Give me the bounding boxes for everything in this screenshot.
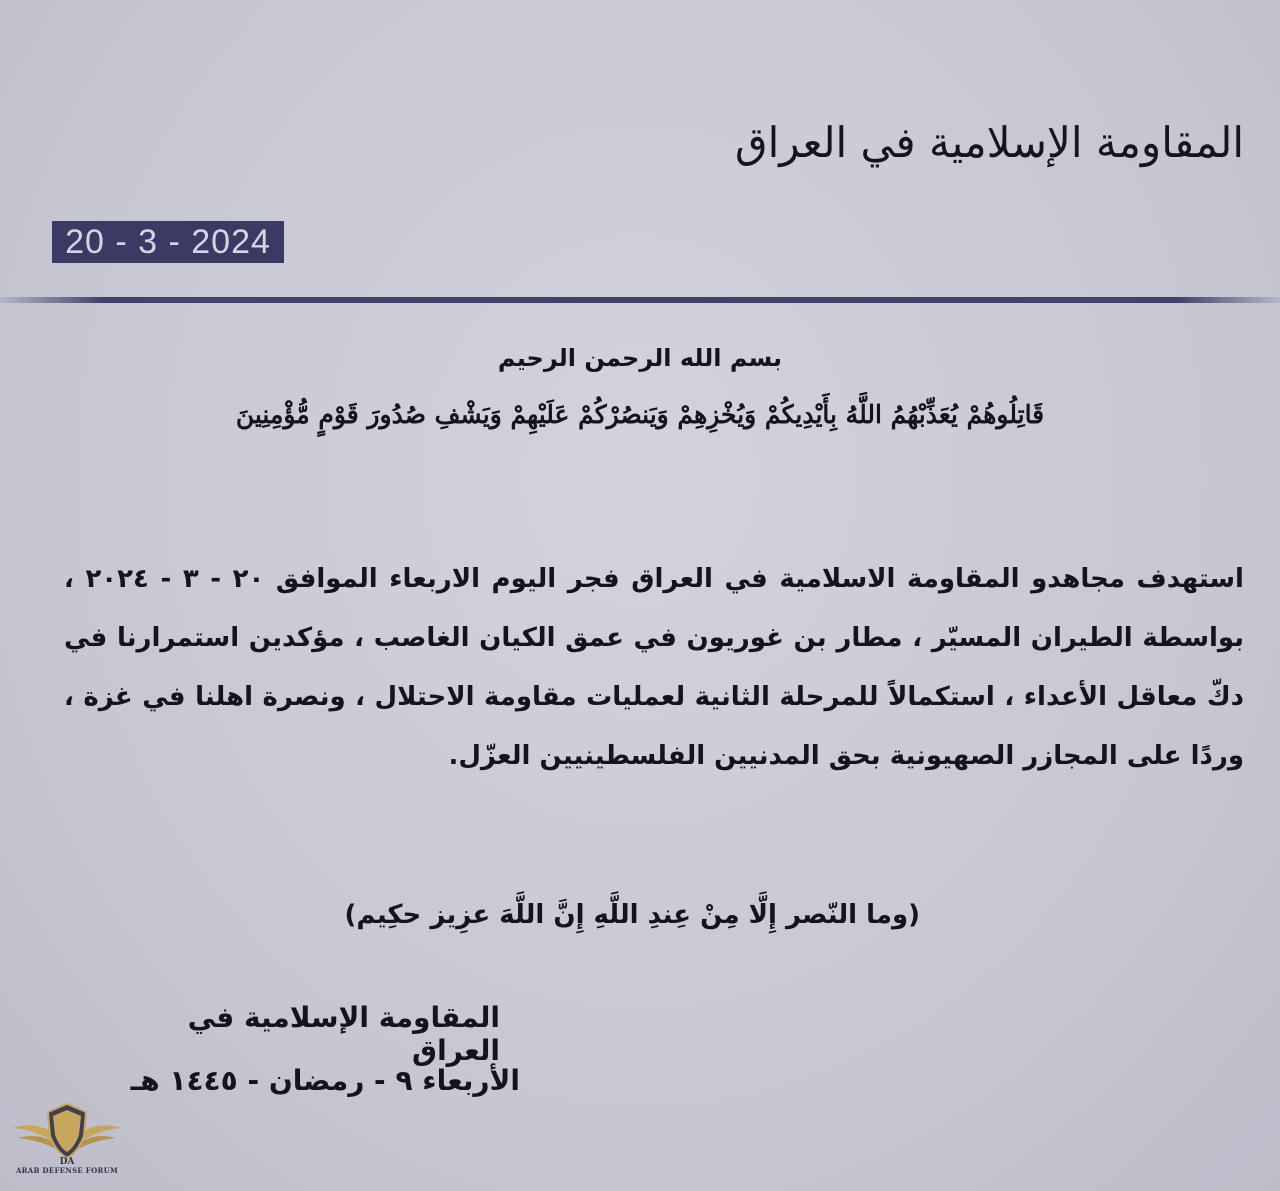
shield-wings-icon bbox=[8, 1098, 126, 1168]
watermark-text: ARAB DEFENSE FORUM bbox=[15, 1166, 119, 1175]
quran-verse: قَاتِلُوهُمْ يُعَذِّبْهُمُ اللَّهُ بِأَيْدِيكُمْ وَيُخْزِهِمْ وَيَنصُرْكُمْ عَلَيْهِمْ وَيَشْفِ صُدُورَ قَوْمٍ مُّؤْمِنِينَ bbox=[235, 400, 1045, 429]
header-divider bbox=[0, 297, 1280, 303]
closing-verse: (وما النّصر إِلَّا مِنْ عِندِ اللَّهِ إِنَّ اللَّهَ عزِيز حكِيم) bbox=[344, 900, 920, 930]
signature-hijri-date: الأربعاء ٩ - رمضان - ١٤٤٥ هـ bbox=[130, 1064, 520, 1097]
watermark-monogram: DA bbox=[59, 1157, 75, 1167]
basmala: بسم الله الرحمن الرحيم bbox=[497, 344, 783, 372]
statement-body: استهدف مجاهدو المقاومة الاسلامية في العراق فجر اليوم الاربعاء الموافق ٢٠ - ٣ - ٢٠٢٤ ، بواسطة الطيران المسيّر ، مطار بن غوريون في عمق الكيان الغاصب ، مؤكدين استمرارنا في دكّ معاقل الأعداء ، استكمالاً للمرحلة الثانية لعمليات مقاومة الاحتلال ، ونصرة اهلنا في غزة ، وردًا على المجازر الصهيونية بحق المدنيين الفلسطينيين العزّل. bbox=[64, 564, 1244, 771]
forum-watermark-logo bbox=[8, 1098, 126, 1186]
signature-organization: المقاومة الإسلامية في العراق bbox=[187, 1001, 500, 1067]
date-badge: 20 - 3 - 2024 bbox=[52, 221, 284, 263]
header-title: المقاومة الإسلامية في العراق bbox=[735, 118, 1244, 167]
